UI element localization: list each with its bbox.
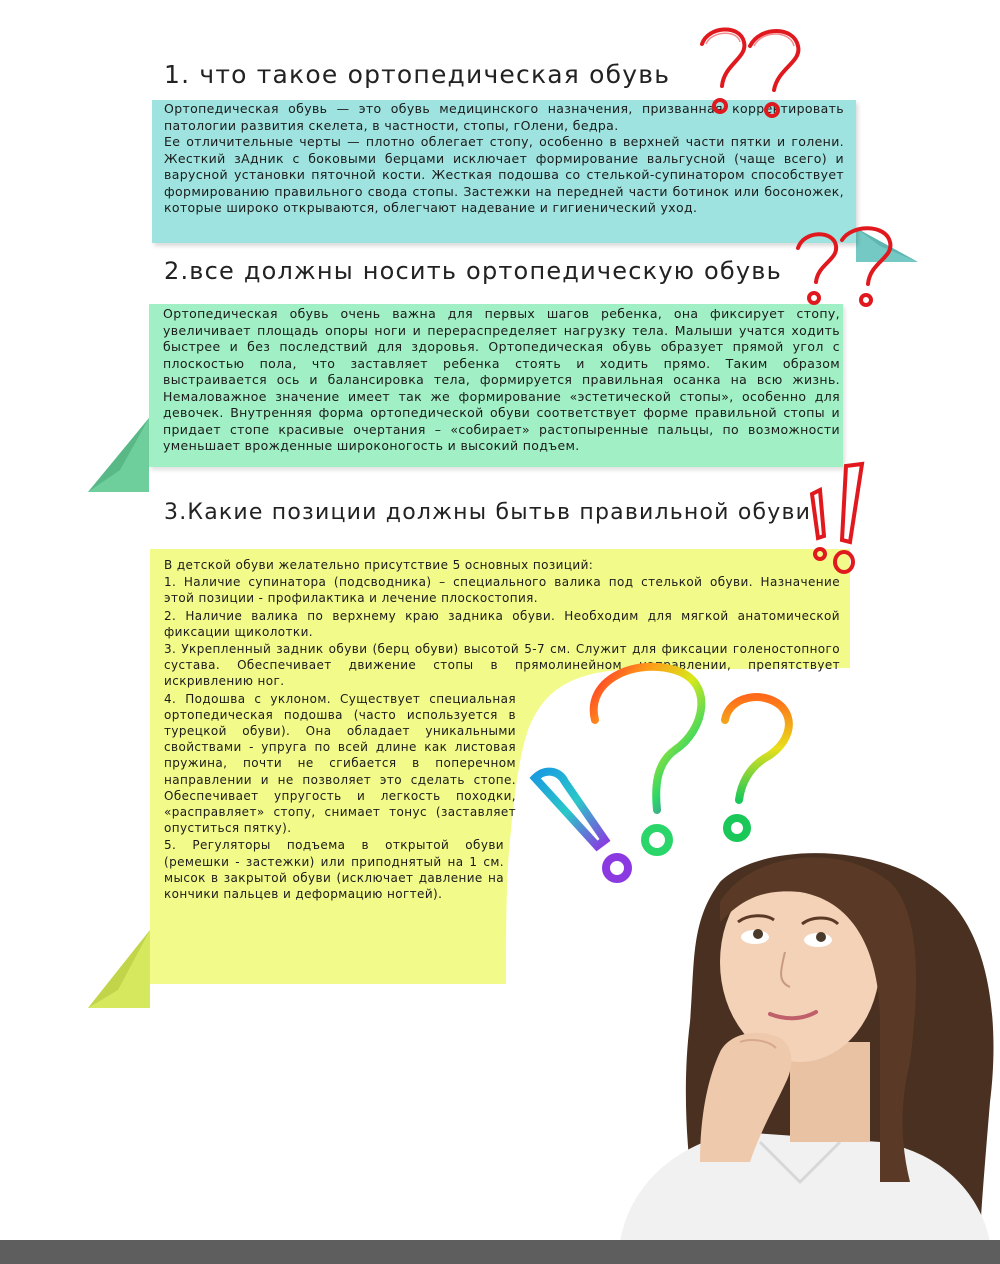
section-3-heading: 3.Какие позиции должны бытьв правильной обуви: [164, 500, 812, 525]
section-1-heading: 1. что такое ортопедическая обувь: [164, 60, 671, 89]
section-3-item: 3. Укрепленный задник обуви (берц обуви) высотой 5-7 см. Служит для фиксации голеностопного сустава. Обеспечивает движение стопы в прямолинейном направлении, препятствует искривлению ног.: [164, 642, 840, 689]
section-3-intro: В детской обуви желательно присутствие 5 основных позиций:: [164, 558, 594, 572]
section-2-paragraph: Ортопедическая обувь очень важна для первых шагов ребенка, она фиксирует стопу, увеличивает площадь опоры ноги и перераспределяет нагрузку тела. Малыши учатся ходить быстрее и без последствий для здоровья. Ортопедическая обувь образует прямой угол с плоскостью пола, что заставляет ребенка стоять и ходить прямо. Таким образом выстраивается ось и балансировка тела, формируется правильная осанка на всю жизнь. Немаловажное значение имеет так же формирование «эстетической стопы», особенно для девочек. Внутренняя форма ортопедической обуви соответствует форме правильной стопы и придает стопе красивые очертания – «собирает» растопыренные пальцы, по возможности уменьшает врожденные широконогость и высокий подъем.: [163, 306, 840, 453]
section-3-item: 5. Регуляторы подъема в открытой обуви (ремешки - застежки) или приподнятый на 1 см. мысок в закрытой обуви (исключает давление на кончики пальцев и деформацию ногтей).: [164, 838, 504, 902]
bottom-bar: [0, 1240, 1000, 1264]
section-1-paragraph: Ортопедическая обувь — это обувь медицинского назначения, призванная корректировать патологии развития скелета, в частности, стопы, гОлени, бедра.: [164, 101, 844, 133]
section-1-paragraph: Ее отличительные черты — плотно облегает стопу, особенно в верхней части пятки и голени. Жесткий зАдник с боковыми берцами исключает формирование вальгусной (чаще всего) и варусной установки пяточной кости. Жесткая подошва со стелькой-супинатором способствует формированию правильного свода стопы. Застежки на передней части ботинок или босоножек, которые широко открываются, облегчают надевание и гигиенический уход.: [164, 134, 844, 215]
section-2-text-box: [149, 304, 843, 467]
section-3-item: 1. Наличие супинатора (подсводника) – специального валика под стелькой обуви. Назначение этой позиции - профилактика и лечение плоскостопия.: [164, 575, 840, 606]
section-3-item: 4. Подошва с уклоном. Существует специальная ортопедическая подошва (часто используется в турецкой обуви). Она обладает уникальными свойствами - упруга по всей длине как листовая пружина, почти не сгибается в поперечном направлении и не позволяет это сделать стопе. Обеспечивает упругость и легкость походки, «расправляет» стопу, снимает тонус (заставляет опуститься пятку).: [164, 691, 516, 836]
section-3-item: 2. Наличие валика по верхнему краю задника обуви. Необходим для мягкой анатомической фиксации щиколотки.: [164, 608, 840, 639]
section-1-text-box: [152, 100, 856, 243]
section-2-heading: 2.все должны носить ортопедическую обувь: [164, 257, 782, 285]
section-3-text-box: [150, 549, 850, 984]
